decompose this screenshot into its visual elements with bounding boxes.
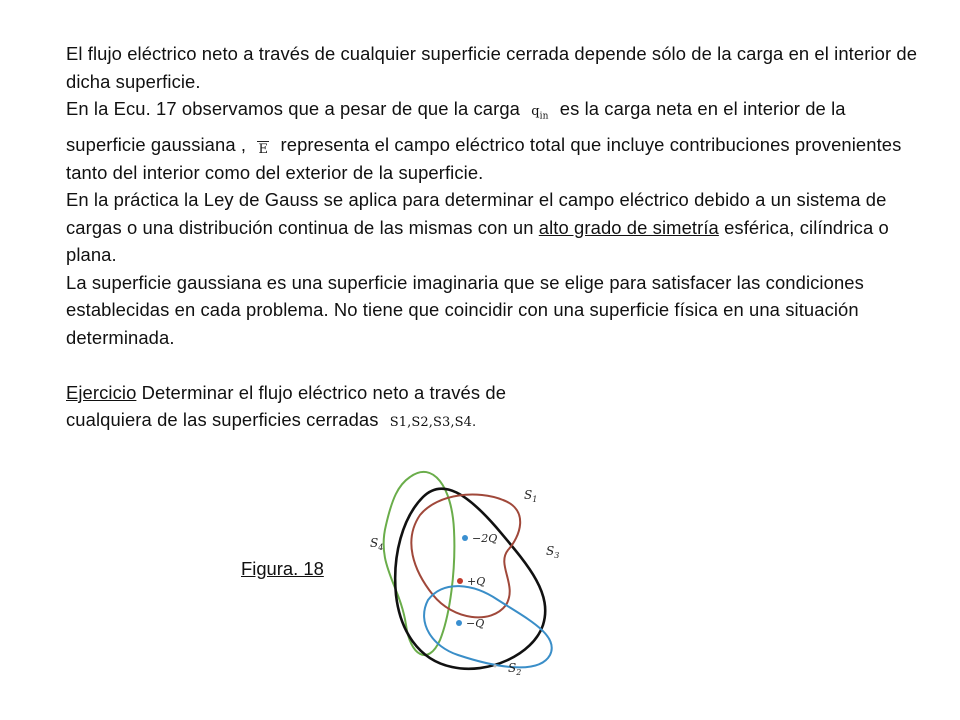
document-body xyxy=(66,40,926,437)
charge-dot xyxy=(456,620,462,626)
exercise-label: Ejercicio xyxy=(66,381,137,403)
gaussian-surfaces-figure xyxy=(348,455,578,690)
paragraph-3: En la práctica la Ley de Gauss se aplica para determinar el campo eléctrico debido a un sistema de cargas o una distribución continua de las mismas con un alto grado de simetría esférica, cilíndrica o plana. xyxy=(66,189,889,266)
charge-label: −Q xyxy=(466,617,485,630)
e-vector-symbol: E xyxy=(258,142,269,158)
label-s1: $S_1$ xyxy=(524,488,538,504)
charge-label: −2Q xyxy=(472,532,498,545)
paragraph-2-part-b: es la carga neta en el interior de la superficie gaussiana , xyxy=(66,98,846,156)
underlined-symmetry: alto grado de simetría xyxy=(538,216,719,238)
exercise-line-2: cualquiera de las superficies cerradas S1,S2,S3,S4. xyxy=(66,406,926,437)
surfaces-symbol: S1,S2,S3,S4. xyxy=(389,415,477,431)
surface-s2 xyxy=(424,586,552,667)
q-in-symbol: $q_{in}$ xyxy=(531,104,549,122)
paragraph-2-part-c: representa el campo eléctrico total que incluye contribuciones provenientes tanto del interior como del exterior de la superficie. xyxy=(66,134,902,183)
charge-label: +Q xyxy=(467,575,486,588)
paragraph-1: El flujo eléctrico neto a través de cualquier superficie cerrada depende sólo de la carga en el interior de dicha superficie. xyxy=(66,43,918,92)
paragraph-4: La superficie gaussiana es una superficie imaginaria que se elige para satisfacer las condiciones establecidas en cada problema. No tiene que coincidir con una superficie física en una situación determinada. xyxy=(66,271,864,348)
charge-dot xyxy=(462,535,468,541)
paragraph-2 xyxy=(66,95,926,186)
charge-dot xyxy=(457,578,463,584)
paragraph-2-part-a: En la Ecu. 17 observamos que a pesar de que la carga xyxy=(66,98,521,119)
label-s2: $S_2$ xyxy=(508,661,522,677)
figure-label: Figura. 18 xyxy=(241,558,324,579)
exercise-line-1: Ejercicio Determinar el flujo eléctrico neto a través de xyxy=(66,381,507,403)
label-s4: $S_4$ xyxy=(370,536,384,552)
label-s3: $S_3$ xyxy=(546,544,560,560)
